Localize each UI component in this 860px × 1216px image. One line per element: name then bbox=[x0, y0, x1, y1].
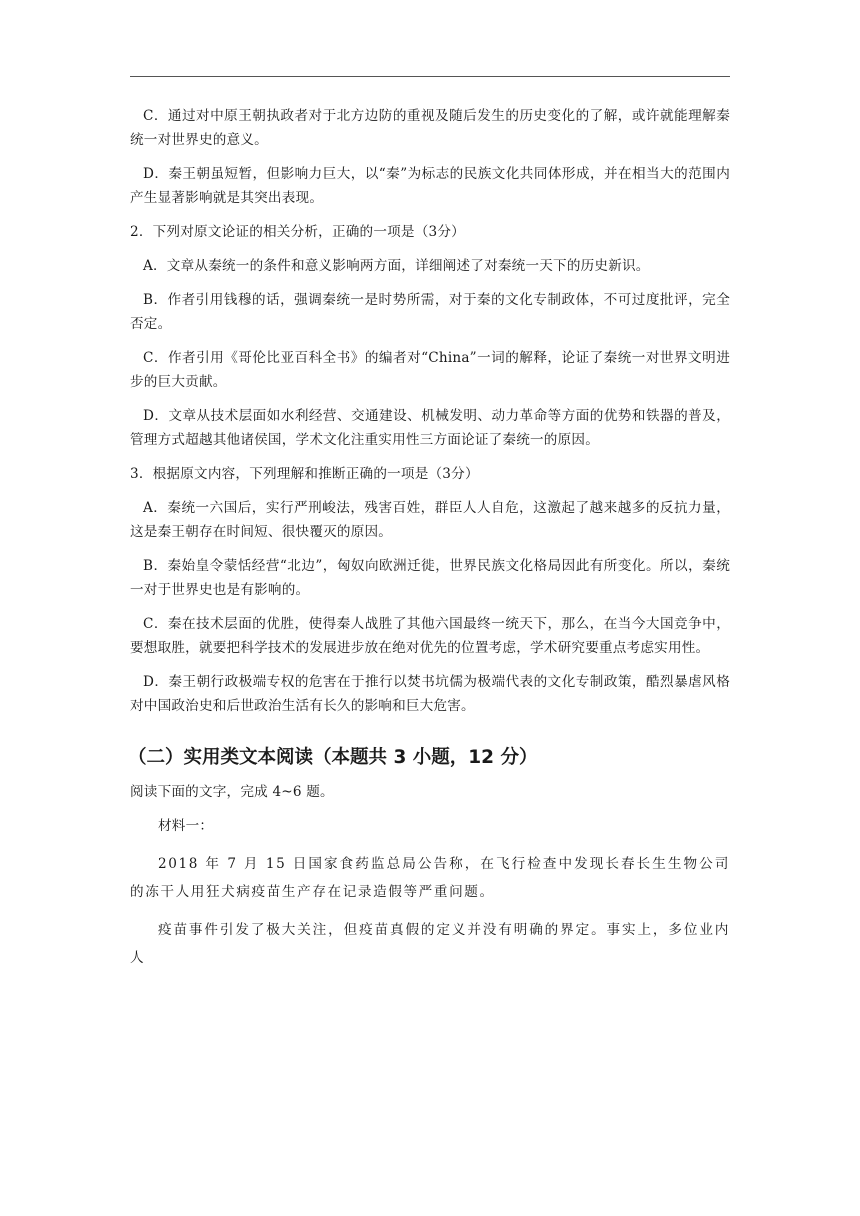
q2-option-b: B．作者引用钱穆的话，强调秦统一是时势所需，对于秦的文化专制政体，不可过度批评，完全否定。 bbox=[130, 292, 730, 332]
document-body bbox=[130, 104, 730, 982]
header-rule bbox=[130, 76, 730, 77]
q3-option-c: C．秦在技术层面的优胜，使得秦人战胜了其他六国最终一统天下，那么，在当今大国竞争中，要想取胜，就要把科学技术的发展进步放在绝对优先的位置考虑，学术研究要重点考虑实用性。 bbox=[130, 616, 730, 656]
q2-stem: 2．下列对原文论证的相关分析，正确的一项是（3分） bbox=[130, 224, 465, 240]
q1-option-c: C．通过对中原王朝执政者对于北方边防的重视及随后发生的历史变化的了解，或许就能理解秦统一对世界史的意义。 bbox=[130, 108, 730, 148]
material-label: 材料一： bbox=[158, 818, 214, 834]
q3-option-a: A．秦统一六国后，实行严刑峻法，残害百姓，群臣人人自危，这激起了越来越多的反抗力量，这是秦王朝存在时间短、很快覆灭的原因。 bbox=[130, 500, 730, 540]
q3-stem: 3．根据原文内容，下列理解和推断正确的一项是（3分） bbox=[130, 466, 479, 482]
q2-option-c: C．作者引用《哥伦比亚百科全书》的编者对“China”一词的解释，论证了秦统一对世界文明进步的巨大贡献。 bbox=[130, 350, 730, 390]
q3-option-b: B．秦始皇令蒙恬经营“北边”，匈奴向欧洲迁徙，世界民族文化格局因此有所变化。所以，秦统一对于世界史也是有影响的。 bbox=[130, 558, 730, 598]
material-paragraph: 2018 年 7 月 15 日国家食药监总局公告称，在飞行检查中发现长春长生生物公司的冻干人用狂犬病疫苗生产存在记录造假等严重问题。 bbox=[130, 856, 730, 900]
section-title: （二）实用类文本阅读（本题共 3 小题，12 分） bbox=[128, 747, 538, 768]
material-paragraph: 疫苗事件引发了极大关注，但疫苗真假的定义并没有明确的界定。事实上，多位业内人 bbox=[130, 922, 730, 966]
q1-option-d: D．秦王朝虽短暂，但影响力巨大，以“秦”为标志的民族文化共同体形成，并在相当大的范围内产生显著影响就是其突出表现。 bbox=[130, 166, 730, 206]
q3-option-d: D．秦王朝行政极端专权的危害在于推行以焚书坑儒为极端代表的文化专制政策，酷烈暴虐风格对中国政治史和后世政治生活有长久的影响和巨大危害。 bbox=[130, 674, 730, 714]
q2-option-d: D．文章从技术层面如水利经营、交通建设、机械发明、动力革命等方面的优势和铁器的普及，管理方式超越其他诸侯国，学术文化注重实用性三方面论证了秦统一的原因。 bbox=[130, 408, 730, 448]
section-intro: 阅读下面的文字，完成 4~6 题。 bbox=[130, 784, 334, 800]
q2-option-a: A．文章从秦统一的条件和意义影响两方面，详细阐述了对秦统一天下的历史新识。 bbox=[143, 258, 650, 274]
